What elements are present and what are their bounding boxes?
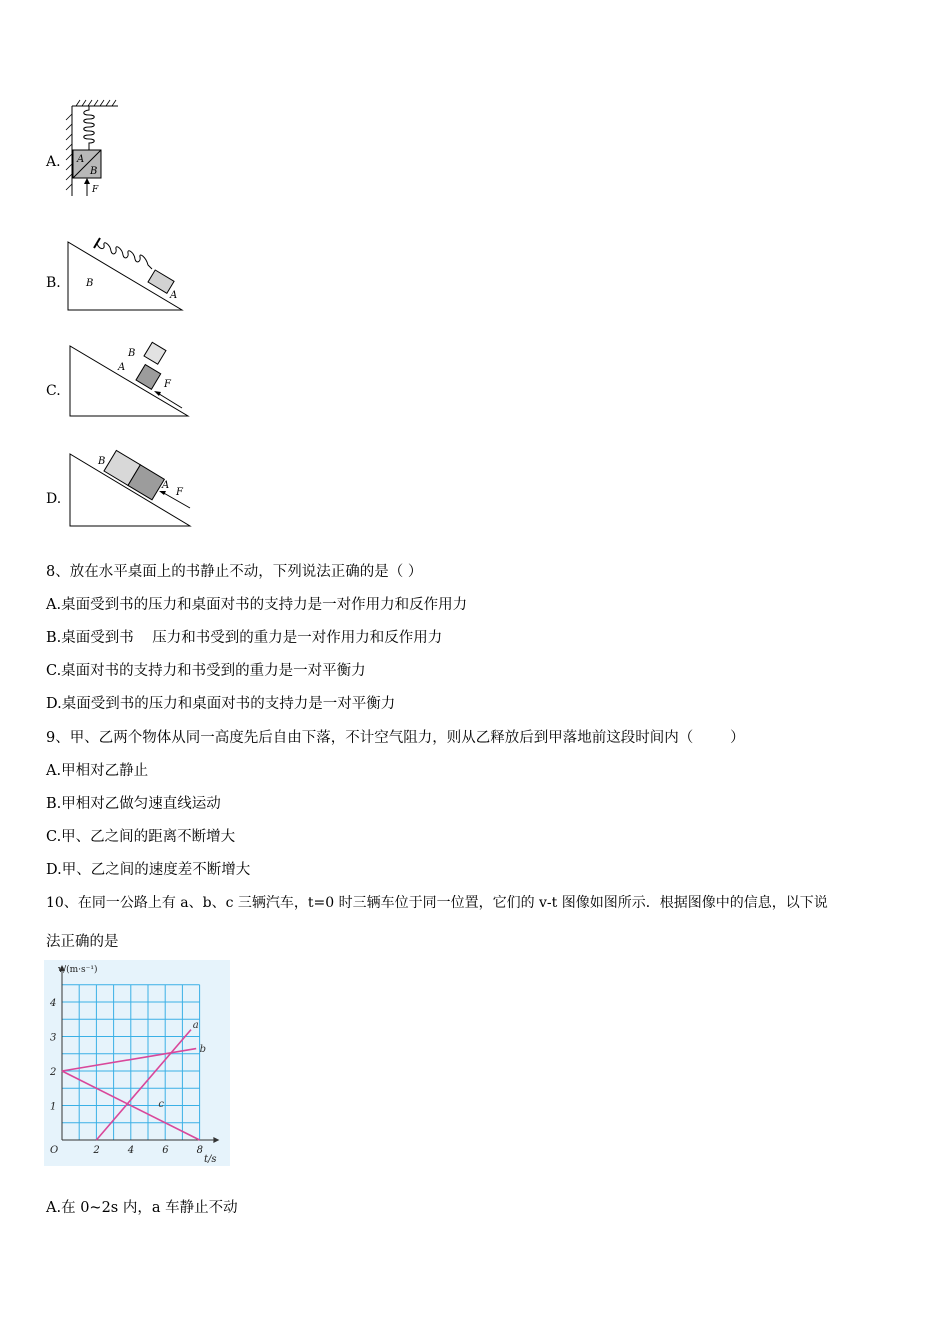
q8-option-b: B.桌面受到书 压力和书受到的重力是一对作用力和反作用力 [46,630,443,646]
origin-label: O [50,1145,59,1156]
series-label-a: a [192,1019,199,1031]
y-tick-label: 1 [50,1101,57,1113]
vt-chart [44,960,230,1166]
figure-incline-spring [64,232,186,314]
q9-option-d: D.甲、乙之间的速度差不断增大 [46,862,251,878]
option-d-label: D. [46,491,62,507]
q9-option-a: A.甲相对乙静止 [46,763,149,779]
chart-background [44,960,230,1166]
q8-option-a: A.桌面受到书的压力和桌面对书的支持力是一对作用力和反作用力 [46,597,468,613]
q10-option-a: A.在 0~2s 内，a 车静止不动 [46,1200,238,1216]
q9-stem: 9、甲、乙两个物体从同一高度先后自由下落，不计空气阻力，则从乙释放后到甲落地前这段时间内（ ） [46,730,745,746]
q10-stem-line1: 10、在同一公路上有 a、b、c 三辆汽车，t=0 时三辆车位于同一位置，它们的 v-t 图像如图所示．根据图像中的信息，以下说 [46,895,828,911]
block-letter: A [170,290,178,301]
figure-stacked-blocks-force [64,340,192,420]
q8-option-c: C.桌面对书的支持力和书受到的重力是一对平衡力 [46,663,366,679]
block-a-letter: A [77,154,85,165]
series-label-b: b [199,1044,207,1056]
x-tick-label: 6 [162,1145,169,1156]
figure-spring-wall [62,98,122,200]
option-a-label: A. [46,154,61,170]
q9-option-b: B.甲相对乙做匀速直线运动 [46,796,221,812]
block-b-letter: B [90,166,98,177]
y-tick-label: 3 [50,1032,57,1044]
force-letter: F [176,487,183,498]
q10-stem-line2: 法正确的是 [46,934,119,950]
q9-option-c: C.甲、乙之间的距离不断增大 [46,829,236,845]
right-block-letter: A [162,480,170,491]
y-tick-label: 4 [50,998,57,1009]
lower-block-letter: A [118,362,126,373]
top-block-letter: B [128,348,136,359]
incline-letter: B [86,278,94,289]
left-block-letter: B [98,456,106,467]
x-tick-label: 2 [93,1145,100,1156]
option-b-label: B. [46,275,61,291]
force-letter: F [164,379,171,390]
y-axis-label: v/(m·s⁻¹) [58,965,98,975]
series-label-c: c [158,1099,164,1111]
x-tick-label: 4 [127,1145,135,1156]
q8-option-d: D.桌面受到书的压力和桌面对书的支持力是一对平衡力 [46,696,396,712]
x-axis-label: t/s [204,1154,217,1165]
option-c-label: C. [46,383,61,399]
q8-stem: 8、放在水平桌面上的书静止不动，下列说法正确的是（ ） [46,564,423,580]
figure-side-by-side-blocks [64,448,194,530]
y-tick-label: 2 [50,1067,57,1078]
x-tick-label: 8 [196,1145,203,1156]
force-letter: F [92,185,99,195]
